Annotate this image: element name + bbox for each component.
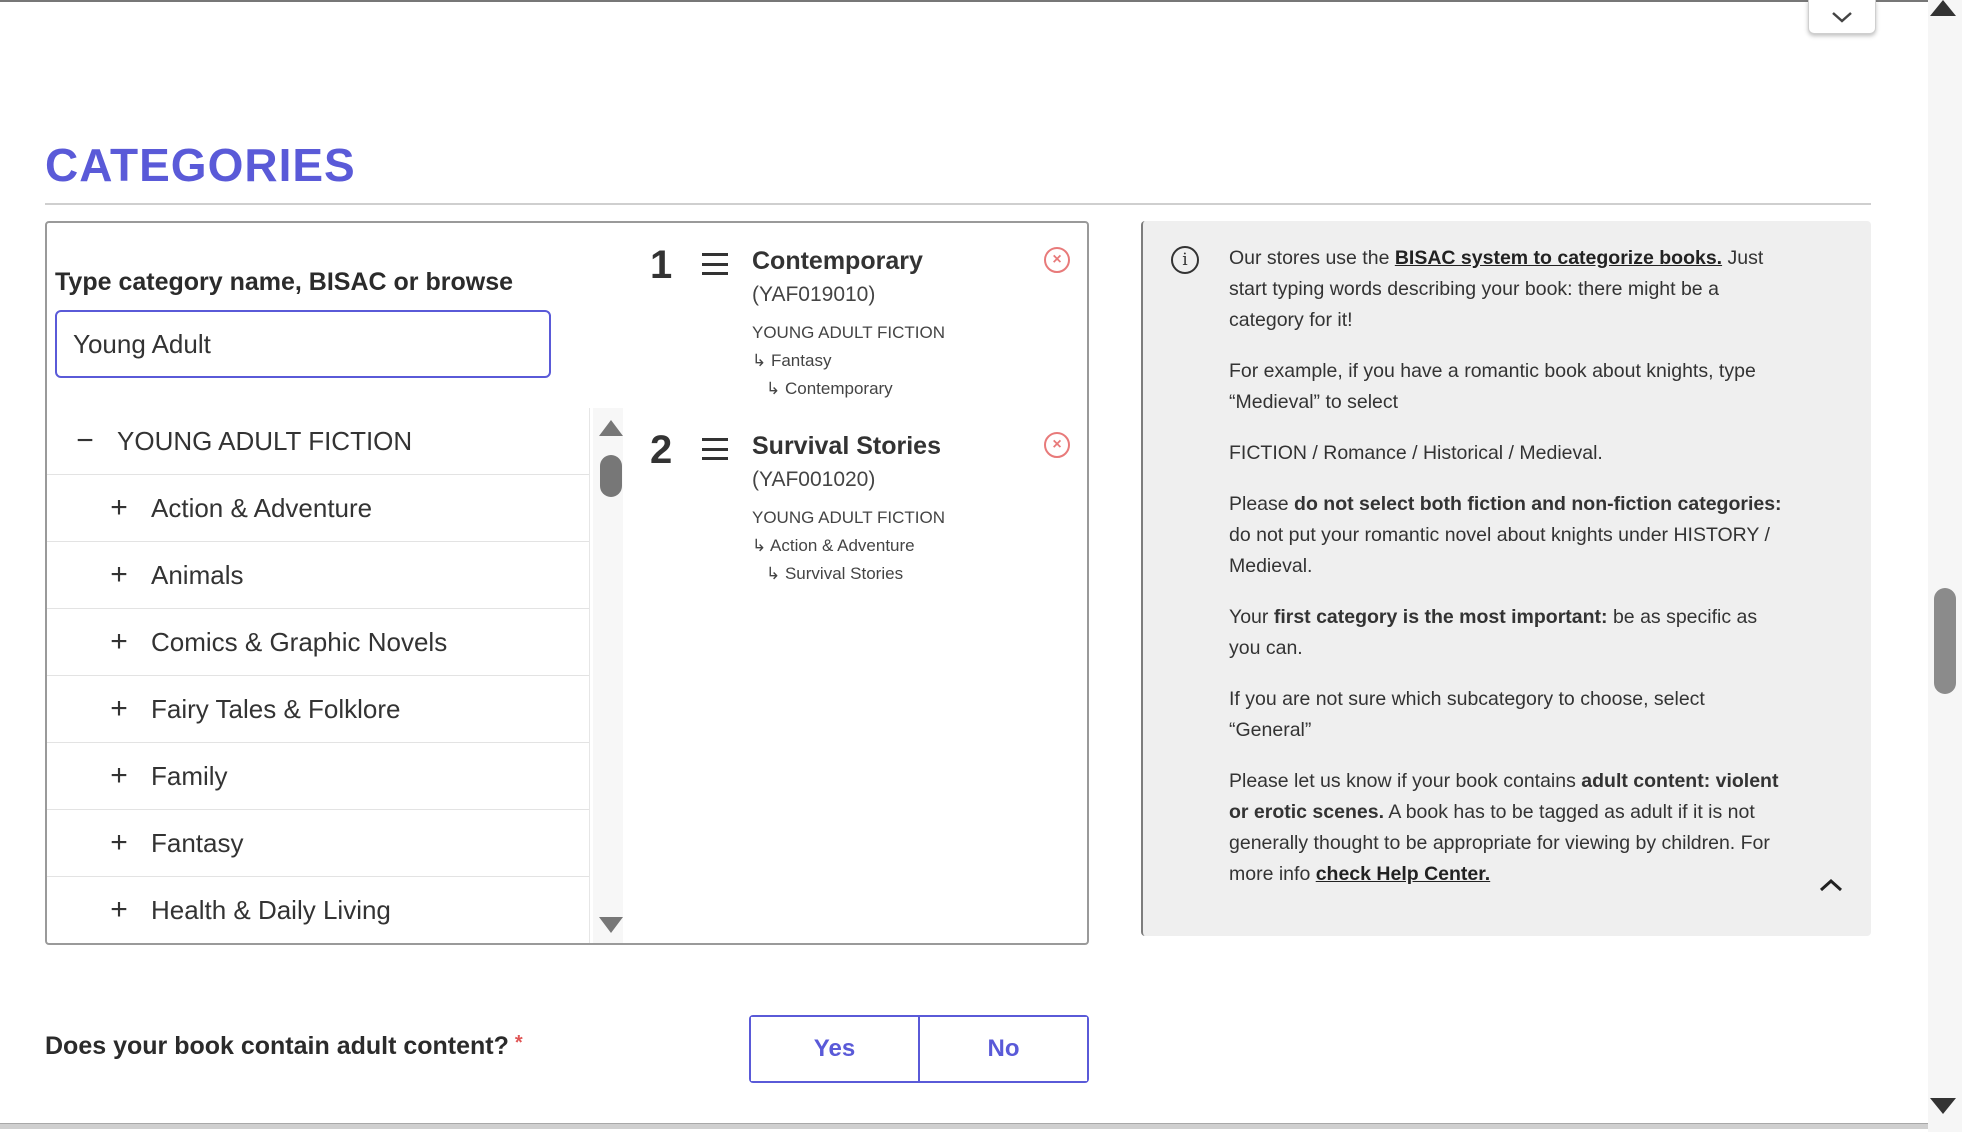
tree-item-fairy-tales-folklore[interactable] (47, 676, 589, 743)
category-rank: 2 (650, 428, 673, 472)
bisac-link[interactable]: BISAC system to categorize books. (1394, 247, 1723, 269)
search-label: Type category name, BISAC or browse (55, 268, 513, 296)
bottom-divider (0, 1123, 1928, 1129)
category-title: Survival Stories (752, 432, 941, 460)
tree-item-animals[interactable] (47, 542, 589, 609)
collapse-toggle-button[interactable] (1808, 0, 1876, 34)
remove-category-icon[interactable]: × (1044, 432, 1070, 458)
info-text-run: Our stores use the (1229, 247, 1395, 269)
adult-content-label: Does your book contain adult content? (45, 1032, 509, 1060)
category-path-level-3: ↳ Survival Stories (766, 564, 904, 583)
tree-scroll-thumb[interactable] (600, 455, 622, 497)
tree-item-young-adult-fiction[interactable] (47, 408, 589, 475)
info-paragraph (1229, 489, 1789, 582)
adult-content-question (45, 1032, 523, 1061)
category-title: Contemporary (752, 247, 923, 275)
tree-item-label: Action & Adventure (151, 492, 373, 523)
top-divider (0, 0, 1928, 2)
info-paragraph: FICTION / Romance / Historical / Medieval. (1229, 442, 1603, 464)
tree-scroll-down-icon[interactable] (599, 917, 623, 933)
chevron-down-icon (1829, 9, 1855, 25)
info-text-bold: adult content: violent or erotic scenes. (1229, 770, 1779, 823)
chevron-up-icon (1817, 876, 1845, 894)
info-text-bold: do not select both fiction and non-fiction categories: (1294, 493, 1782, 515)
tree-item-health-daily-living[interactable] (47, 877, 589, 943)
tree-item-label: Fairy Tales & Folklore (151, 693, 401, 724)
info-paragraph: If you are not sure which subcategory to choose, select “General” (1229, 688, 1705, 741)
scroll-down-arrow-icon[interactable] (1930, 1098, 1956, 1114)
section-title: CATEGORIES (45, 139, 356, 191)
help-center-link[interactable]: check Help Center. (1315, 863, 1491, 885)
category-code: (YAF019010) (752, 283, 876, 306)
info-text (1229, 243, 1789, 910)
expand-plus-icon[interactable]: + (110, 692, 128, 725)
required-marker: * (514, 1032, 523, 1054)
category-path-level-3: ↳ Contemporary (766, 379, 893, 398)
info-text-run: A book has to be tagged as adult if it is not generally thought to be appropriate for viewing by children. For more info (1229, 801, 1770, 885)
tree-item-label: Fantasy (151, 827, 244, 858)
category-code: (YAF001020) (752, 468, 876, 491)
expand-plus-icon[interactable]: + (110, 625, 128, 658)
no-button[interactable]: No (920, 1017, 1087, 1081)
tree-item-label: Comics & Graphic Novels (151, 626, 448, 657)
category-search-input[interactable] (55, 310, 551, 378)
info-paragraph: For example, if you have a romantic book about knights, type “Medieval” to select (1229, 360, 1756, 413)
info-text-run: Just start typing words describing your book: there might be a category for it! (1229, 247, 1764, 331)
tree-scroll-up-icon[interactable] (599, 420, 623, 436)
yes-button[interactable]: Yes (751, 1017, 920, 1081)
expand-plus-icon[interactable]: + (110, 558, 128, 591)
expand-plus-icon[interactable]: + (110, 826, 128, 859)
info-text-run: be as specific as you can. (1229, 606, 1758, 659)
drag-handle-icon[interactable] (702, 438, 728, 460)
category-path-level-2: ↳ Action & Adventure (752, 536, 915, 555)
expand-plus-icon[interactable]: + (110, 491, 128, 524)
tree-item-label: Animals (151, 559, 244, 590)
info-text-run: Please let us know if your book contains (1229, 770, 1582, 792)
info-text-run: do not put your romantic novel about knights under HISTORY / Medieval. (1229, 524, 1770, 577)
info-text-run: Your (1229, 606, 1274, 628)
tree-item-label: Health & Daily Living (151, 894, 391, 925)
expand-plus-icon[interactable]: + (110, 893, 128, 926)
remove-category-icon[interactable]: × (1044, 247, 1070, 273)
info-paragraph (1229, 243, 1789, 336)
collapse-minus-icon[interactable]: − (76, 424, 94, 457)
drag-handle-icon[interactable] (702, 253, 728, 275)
tree-item-label: Family (151, 760, 228, 791)
tree-item-fantasy[interactable] (47, 810, 589, 877)
category-rank: 1 (650, 243, 673, 287)
tree-item-comics-graphic-novels[interactable] (47, 609, 589, 676)
category-path-level-1: YOUNG ADULT FICTION (752, 508, 946, 527)
category-path-level-2: ↳ Fantasy (752, 351, 832, 370)
category-path-level-1: YOUNG ADULT FICTION (752, 323, 946, 342)
info-paragraph (1229, 602, 1789, 664)
scroll-up-arrow-icon[interactable] (1930, 0, 1956, 16)
info-text-bold: first category is the most important: (1273, 606, 1608, 628)
section-divider (45, 203, 1871, 205)
page-scrollbar[interactable] (1928, 0, 1962, 1132)
category-tree (47, 408, 590, 943)
tree-item-action-adventure[interactable] (47, 475, 589, 542)
adult-content-toggle (749, 1015, 1089, 1083)
page-scroll-thumb[interactable] (1934, 588, 1956, 694)
expand-plus-icon[interactable]: + (110, 759, 128, 792)
info-icon: i (1171, 246, 1199, 274)
info-collapse-button[interactable] (1816, 870, 1846, 900)
tree-item-label: YOUNG ADULT FICTION (117, 425, 413, 456)
info-paragraph (1229, 766, 1789, 890)
tree-item-family[interactable] (47, 743, 589, 810)
info-text-run: Please (1229, 493, 1295, 515)
